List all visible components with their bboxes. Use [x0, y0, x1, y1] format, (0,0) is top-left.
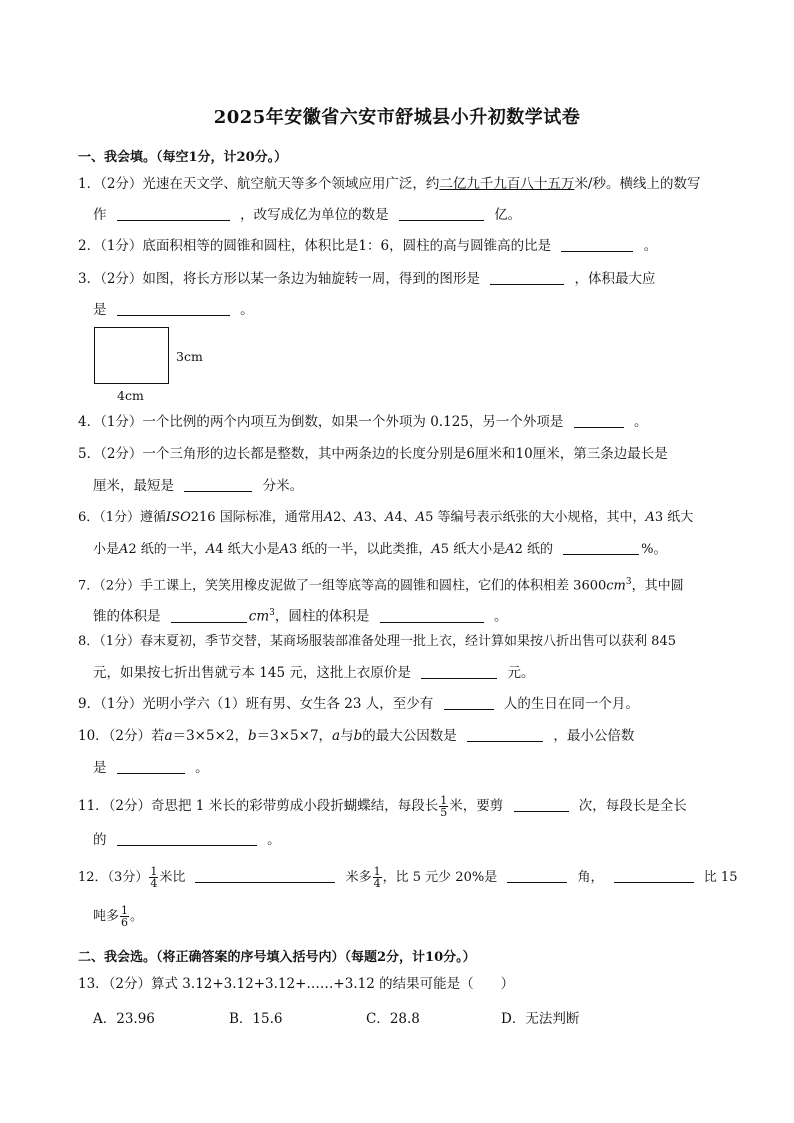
- answer-blank[interactable]: [563, 540, 639, 555]
- q3-text: 3．（2分）如图，将长方形以某一条边为轴旋转一周，得到的图形是: [78, 271, 480, 287]
- q7-unit-exponent: 3: [625, 577, 632, 587]
- option-d[interactable]: D．无法判断: [501, 1011, 580, 1027]
- q6-var: A: [415, 510, 426, 525]
- fraction-numerator: 1: [121, 904, 129, 917]
- q10-text-6: ，最小公倍数: [553, 728, 635, 744]
- rectangle-figure: [94, 327, 169, 384]
- q6-iso: ISO: [166, 510, 191, 525]
- rectangle-width-label: 4cm: [117, 388, 144, 403]
- q9-text: 9．（1分）光明小学六（1）班有男、女生各 23 人，至少有: [78, 696, 434, 712]
- question-3-cont: [93, 301, 254, 319]
- fraction-one-sixth: [120, 905, 129, 928]
- question-5: [78, 445, 668, 463]
- question-9: [78, 695, 639, 713]
- q6-var: A: [645, 510, 655, 525]
- q4-text: 4．（1分）一个比例的两个内项互为倒数，如果一个外项为 0.125，另一个外项是: [78, 414, 564, 430]
- q1-text-3: 作: [93, 207, 107, 223]
- answer-blank[interactable]: [117, 759, 185, 774]
- q12-text: 12．（3分）: [78, 870, 149, 885]
- rectangle-height-label: 3cm: [176, 349, 203, 364]
- question-1-cont: [93, 206, 521, 224]
- q10-text-5: 的最大公因数是: [362, 728, 457, 744]
- answer-blank[interactable]: [444, 695, 494, 710]
- answer-blank[interactable]: [117, 831, 257, 846]
- q6-text-8: 小是: [93, 542, 120, 557]
- question-12-cont: [93, 905, 143, 928]
- q10-var: b: [247, 728, 257, 744]
- answer-blank[interactable]: [399, 206, 484, 221]
- fraction-numerator: 1: [440, 794, 448, 807]
- q6-text-3: 2、: [333, 510, 355, 525]
- question-4: [78, 413, 647, 431]
- q6-text-12: 5 纸大小是: [440, 542, 506, 557]
- q12-text-3: 米多: [345, 870, 372, 885]
- fraction-one-quarter: [373, 866, 382, 889]
- q10-var: b: [353, 728, 363, 744]
- q6-text-9: 2 纸的一半，: [128, 542, 206, 557]
- q12-text-8: 。: [130, 909, 144, 924]
- q5-text-3: 分米。: [262, 478, 304, 494]
- answer-blank[interactable]: [117, 301, 230, 316]
- q7-unit-exponent: 3: [269, 608, 275, 618]
- answer-blank[interactable]: [117, 206, 230, 221]
- q10-text-4: 与: [340, 728, 354, 744]
- question-8: [78, 633, 676, 651]
- q8-text-2: 元，如果按七折出售就亏本 145 元，这批上衣原价是: [93, 665, 411, 681]
- answer-blank[interactable]: [195, 868, 335, 883]
- q9-text-2: 人的生日在同一个月。: [503, 696, 639, 712]
- q11-text-4: 的: [93, 832, 107, 848]
- q12-text-4: ，比 5 元少 20%是: [382, 870, 498, 885]
- fraction-denominator: 5: [440, 806, 448, 819]
- q11-text-5: 。: [267, 832, 281, 848]
- q6-text-6: 5 等编号表示纸张的大小规格，其中，: [425, 510, 646, 525]
- fraction-denominator: 6: [121, 916, 129, 929]
- q6-text-13: 2 纸的: [514, 542, 553, 557]
- question-7: [78, 573, 684, 595]
- section-heading-choice: 二、我会选。（将正确答案的序号填入括号内）（每题2分，计10分。）: [78, 950, 476, 965]
- answer-blank[interactable]: [171, 608, 247, 623]
- q11-text: 11．（2分）奇思把 1 米长的彩带剪成小段折蝴蝶结，每段长: [78, 798, 439, 814]
- q10-text-3: ＝3×5×7，: [256, 728, 333, 744]
- q2-text-2: 。: [643, 238, 658, 254]
- q12-text-6: 比 15: [703, 870, 738, 885]
- q1-text: 1．（2分）光速在天文学、航空航天等多个领域应用广泛，约: [78, 176, 440, 192]
- q3-text-3: 是: [93, 302, 107, 318]
- question-10-cont: [93, 759, 209, 777]
- fraction-one-fifth: [439, 795, 448, 818]
- q4-text-2: 。: [633, 414, 648, 430]
- q7-unit: cm: [248, 608, 270, 625]
- q13-text: 13．（2分）算式 3.12+3.12+3.12+……+3.12 的结果可能是（ ）: [78, 976, 515, 992]
- answer-blank[interactable]: [184, 477, 252, 492]
- q7-text-4: ，圆柱的体积是: [274, 608, 370, 625]
- question-6-cont: [93, 540, 667, 559]
- question-8-cont: [93, 664, 534, 682]
- q8-text-3: 元。: [507, 665, 535, 681]
- answer-blank[interactable]: [507, 868, 567, 883]
- option-a[interactable]: A．23.96: [93, 1011, 155, 1027]
- fraction-numerator: 1: [150, 865, 158, 878]
- q6-text-11: 3 纸的一半，以此类推，: [289, 542, 432, 557]
- fraction-numerator: 1: [373, 865, 381, 878]
- q6-var: A: [431, 542, 441, 557]
- q10-text-8: 。: [195, 760, 209, 776]
- answer-blank[interactable]: [421, 664, 497, 679]
- q7-text-3: 锥的体积是: [93, 608, 161, 625]
- q5-text: 5．（2分）一个三角形的边长都是整数，其中两条边的长度分别是6厘米和10厘米，第三条边最长是: [78, 446, 668, 462]
- q1-text-4: ，改写成亿为单位的数是: [240, 207, 389, 223]
- answer-blank[interactable]: [561, 237, 633, 252]
- q12-text-2: 米比: [159, 870, 186, 885]
- q3-text-4: 。: [240, 302, 254, 318]
- q6-var: A: [385, 510, 395, 525]
- answer-blank[interactable]: [614, 868, 694, 883]
- q10-var: a: [164, 728, 173, 744]
- question-11-cont: [93, 831, 281, 849]
- question-5-cont: [93, 477, 303, 495]
- q3-text-2: ，体积最大应: [574, 271, 656, 287]
- q6-text-14: %。: [641, 542, 667, 557]
- option-b[interactable]: B．15.6: [229, 1011, 283, 1027]
- q1-text-2: 米/秒。横线上的数写: [574, 176, 701, 192]
- q6-var: A: [279, 542, 289, 557]
- q6-var: A: [505, 542, 515, 557]
- question-6: [78, 509, 693, 527]
- fraction-denominator: 4: [150, 877, 158, 890]
- question-10: [78, 727, 634, 745]
- answer-blank[interactable]: [514, 797, 569, 812]
- fraction-one-quarter: [149, 866, 158, 889]
- page-title: 2025年安徽省六安市舒城县小升初数学试卷: [213, 107, 581, 128]
- q7-text: 7．（2分）手工课上，笑笑用橡皮泥做了一组等底等高的圆锥和圆柱，它们的体积相差 3600: [78, 578, 607, 594]
- q6-text: 6．（1分）遵循: [78, 510, 167, 525]
- question-11: [78, 795, 687, 818]
- question-1: [78, 175, 701, 193]
- q7-text-5: 。: [494, 608, 508, 625]
- q10-text: 10．（2分）若: [78, 728, 165, 744]
- q10-text-7: 是: [93, 760, 107, 776]
- q6-text-7: 3 纸大: [654, 510, 694, 525]
- q6-text-4: 3、: [363, 510, 386, 525]
- answer-blank[interactable]: [574, 413, 624, 428]
- q7-unit: cm: [606, 578, 626, 594]
- q6-var: A: [323, 510, 334, 525]
- q7-text-2: ，其中圆: [631, 578, 684, 594]
- q2-text: 2．（1分）底面积相等的圆锥和圆柱，体积比是1：6，圆柱的高与圆锥高的比是: [78, 238, 552, 254]
- q12-text-5: 角，: [577, 870, 604, 885]
- option-c[interactable]: C．28.8: [366, 1011, 420, 1027]
- answer-blank[interactable]: [490, 270, 564, 285]
- q11-text-2: 米，要剪: [449, 798, 504, 814]
- q11-text-3: 次，每段长是全长: [578, 798, 687, 814]
- q12-text-7: 吨多: [93, 909, 120, 924]
- question-12: [78, 866, 737, 889]
- q8-text: 8．（1分）春末夏初，季节交替，某商场服装部准备处理一批上衣，经计算如果按八折出售可以获利 845: [78, 634, 676, 649]
- q6-text-2: 216 国际标准，通常用: [190, 510, 324, 525]
- q6-text-5: 4、: [394, 510, 416, 525]
- fraction-denominator: 4: [373, 877, 381, 890]
- question-7-cont: [93, 604, 508, 626]
- q10-var: a: [332, 728, 341, 744]
- q6-var: A: [354, 510, 364, 525]
- question-2: [78, 237, 657, 255]
- q6-text-10: 4 纸大小是: [215, 542, 280, 557]
- section-heading-fill: 一、我会填。（每空1分，计20分。）: [78, 150, 288, 165]
- question-13: [78, 975, 514, 993]
- answer-blank[interactable]: [467, 727, 543, 742]
- q1-underlined-number: 二亿九千九百八十五万: [439, 176, 575, 192]
- question-3: [78, 270, 656, 288]
- q1-text-5: 亿。: [494, 207, 522, 223]
- q5-text-2: 厘米，最短是: [93, 478, 174, 494]
- q6-var: A: [205, 542, 216, 557]
- q10-text-2: ＝3×5×2，: [172, 728, 248, 744]
- q6-var: A: [119, 542, 129, 557]
- answer-blank[interactable]: [380, 608, 484, 623]
